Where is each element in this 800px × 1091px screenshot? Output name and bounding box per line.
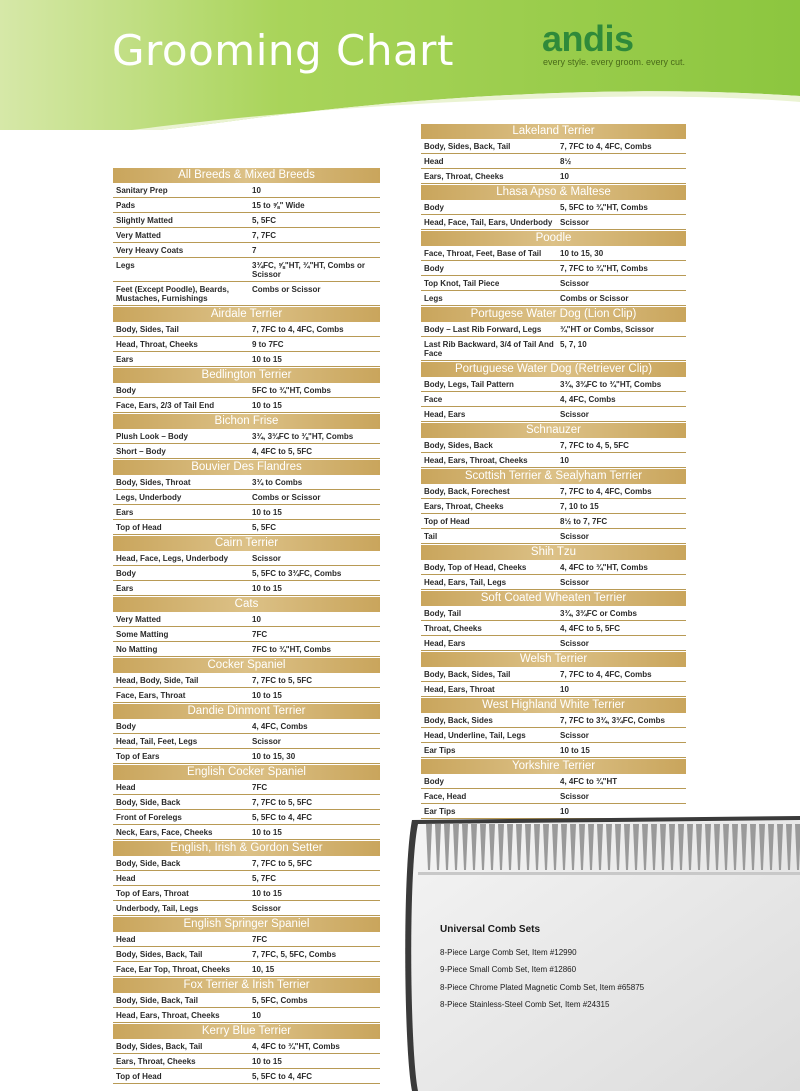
row-label: Face, Ears, Throat	[116, 691, 186, 700]
header-banner	[0, 0, 800, 130]
table-row	[421, 514, 686, 529]
row-value: 5, 5FC to 4, 4FC	[252, 813, 313, 822]
table-row	[113, 780, 380, 795]
row-value: 10	[560, 456, 569, 465]
table-row	[113, 673, 380, 688]
comb-set-item: 9-Piece Small Comb Set, Item #12860	[440, 965, 577, 974]
row-label: Top of Head	[116, 1072, 162, 1081]
row-label: Last Rib Backward, 3/4 of Tail And Face	[424, 340, 554, 358]
row-label: Face, Head	[424, 792, 467, 801]
row-label: Body	[424, 264, 444, 273]
row-label: Head	[424, 157, 444, 166]
comb-set-item: 8-Piece Chrome Plated Magnetic Comb Set, Item #65875	[440, 983, 645, 992]
table-row	[421, 774, 686, 789]
row-label: Body, Sides, Back, Tail	[116, 950, 203, 959]
table-row	[421, 291, 686, 306]
table-row	[421, 636, 686, 651]
row-value: 15 to ⅝" Wide	[252, 201, 305, 210]
row-value: 10	[560, 685, 569, 694]
breed-section-title: Yorkshire Terrier	[421, 759, 686, 774]
table-row	[113, 886, 380, 901]
row-value: 10 to 15	[252, 355, 282, 364]
row-value: 10 to 15	[252, 1057, 282, 1066]
row-label: Head, Body, Side, Tail	[116, 676, 199, 685]
table-row	[113, 856, 380, 871]
row-label: Body, Back, Sides, Tail	[424, 670, 511, 679]
brand-tagline: every style. every groom. every cut.	[543, 57, 686, 67]
breed-section-title: Fox Terrier & Irish Terrier	[113, 978, 380, 993]
table-row	[113, 932, 380, 947]
row-label: Head, Tail, Feet, Legs	[116, 737, 198, 746]
row-value: 4, 4FC to ¾"HT, Combs	[252, 1042, 340, 1051]
breed-section-title: Portugese Water Dog (Lion Clip)	[421, 307, 686, 322]
table-row	[421, 484, 686, 499]
table-row	[421, 246, 686, 261]
row-label: Top of Ears, Throat	[116, 889, 189, 898]
row-value: 4, 4FC, Combs	[252, 722, 308, 731]
row-value: 3¾ to Combs	[252, 478, 303, 487]
row-value: 7, 7FC to 4, 4FC, Combs	[560, 487, 652, 496]
row-value: Scissor	[560, 410, 589, 419]
left-column	[113, 167, 380, 1084]
row-label: Body, Tail	[424, 609, 462, 618]
table-row	[113, 719, 380, 734]
row-label: Head, Face, Tail, Ears, Underbody	[424, 218, 553, 227]
row-value: 7, 7FC to 5, 5FC	[252, 676, 313, 685]
row-value: 7FC	[252, 783, 268, 792]
row-value: 8½	[560, 157, 572, 166]
row-label: Very Matted	[116, 231, 161, 240]
table-row	[421, 560, 686, 575]
table-row	[421, 154, 686, 169]
row-value: 10 to 15	[252, 508, 282, 517]
row-label: Head, Underline, Tail, Legs	[424, 731, 526, 740]
row-value: 8½ to 7, 7FC	[560, 517, 608, 526]
row-label: Top of Ears	[116, 752, 160, 761]
row-value: 7, 7FC to 5, 5FC	[252, 798, 313, 807]
row-label: Short – Body	[116, 447, 166, 456]
table-row	[113, 322, 380, 337]
table-row	[113, 734, 380, 749]
row-value: 4, 4FC to ¾"HT	[560, 777, 618, 786]
row-value: 7, 7FC to 4, 4FC, Combs	[560, 142, 652, 151]
row-value: Scissor	[252, 904, 281, 913]
breed-section-title: West Highland White Terrier	[421, 698, 686, 713]
row-label: Legs	[424, 294, 443, 303]
row-value: Scissor	[560, 731, 589, 740]
row-label: Body, Sides, Tail	[116, 325, 179, 334]
row-value: 3¾, 3¾FC to ⅜"HT, Combs	[252, 432, 354, 441]
breed-section-title: All Breeds & Mixed Breeds	[113, 168, 380, 183]
table-row	[421, 575, 686, 590]
row-value: ¾"HT or Combs, Scissor	[560, 325, 655, 334]
row-value: 10 to 15	[252, 828, 282, 837]
table-row	[421, 438, 686, 453]
table-row	[113, 475, 380, 490]
breed-section-title: Poodle	[421, 231, 686, 246]
row-label: Face, Ears, 2/3 of Tail End	[116, 401, 215, 410]
row-value: 7FC	[252, 630, 268, 639]
breed-section-title: Lhasa Apso & Maltese	[421, 185, 686, 200]
table-row	[421, 215, 686, 230]
comb-sets-title: Universal Comb Sets	[440, 924, 541, 935]
row-label: Front of Forelegs	[116, 813, 182, 822]
table-row	[421, 667, 686, 682]
table-row	[421, 169, 686, 184]
breed-section-title: Dandie Dinmont Terrier	[113, 704, 380, 719]
row-value: 3¾FC, ⅝"HT, ¾"HT, Combs or Scissor	[252, 261, 365, 279]
row-value: 10	[252, 615, 261, 624]
breed-section-title: English, Irish & Gordon Setter	[113, 841, 380, 856]
row-value: 7	[252, 246, 257, 255]
row-value: 5, 5FC, Combs	[252, 996, 308, 1005]
row-value: 10 to 15	[252, 401, 282, 410]
breed-section-title: Kerry Blue Terrier	[113, 1024, 380, 1039]
table-row	[421, 606, 686, 621]
breed-section-title: English Springer Spaniel	[113, 917, 380, 932]
row-label: Body, Top of Head, Cheeks	[424, 563, 527, 572]
row-value: 5, 5FC	[252, 523, 277, 532]
row-label: No Matting	[116, 645, 158, 654]
row-label: Body	[116, 569, 136, 578]
row-label: Body	[424, 203, 444, 212]
row-value: 5, 5FC to 4, 4FC	[252, 1072, 313, 1081]
comb-set-item: 8-Piece Large Comb Set, Item #12990	[440, 948, 577, 957]
row-label: Head, Ears	[424, 410, 466, 419]
table-row	[113, 198, 380, 213]
row-label: Face	[424, 395, 443, 404]
row-value: 3¾, 3¾FC or Combs	[560, 609, 637, 618]
table-row	[113, 398, 380, 413]
breed-section-title: Cocker Spaniel	[113, 658, 380, 673]
row-value: 4, 4FC, Combs	[560, 395, 616, 404]
breed-section-title: Schnauzer	[421, 423, 686, 438]
row-label: Top Knot, Tail Piece	[424, 279, 500, 288]
row-label: Legs	[116, 261, 135, 270]
table-row	[421, 276, 686, 291]
breed-section-title: Shih Tzu	[421, 545, 686, 560]
row-label: Face, Ear Top, Throat, Cheeks	[116, 965, 231, 974]
row-label: Head, Throat, Cheeks	[116, 340, 198, 349]
row-label: Sanitary Prep	[116, 186, 168, 195]
row-label: Very Heavy Coats	[116, 246, 184, 255]
row-label: Ears	[116, 508, 134, 517]
row-label: Head	[116, 935, 136, 944]
row-value: Combs or Scissor	[252, 285, 321, 294]
row-label: Head, Ears	[424, 639, 466, 648]
row-value: 7, 7FC to 4, 5, 5FC	[560, 441, 629, 450]
table-row	[113, 749, 380, 764]
row-value: 7, 7FC, 5, 5FC, Combs	[252, 950, 337, 959]
row-label: Head	[116, 874, 136, 883]
table-row	[421, 200, 686, 215]
table-row	[113, 1008, 380, 1023]
row-value: 10	[252, 1011, 261, 1020]
breed-section-title: Bedlington Terrier	[113, 368, 380, 383]
table-row	[113, 282, 380, 306]
breed-section-title: Bouvier Des Flandres	[113, 460, 380, 475]
table-row	[421, 139, 686, 154]
breed-section-title: Lakeland Terrier	[421, 124, 686, 139]
table-row	[113, 183, 380, 198]
breed-section-title: Airdale Terrier	[113, 307, 380, 322]
row-value: Scissor	[560, 279, 589, 288]
row-label: Body, Legs, Tail Pattern	[424, 380, 514, 389]
table-row	[113, 581, 380, 596]
row-value: 7FC	[252, 935, 268, 944]
breed-section-title: Soft Coated Wheaten Terrier	[421, 591, 686, 606]
row-value: Scissor	[560, 639, 589, 648]
table-row	[113, 337, 380, 352]
table-row	[113, 795, 380, 810]
table-row	[421, 392, 686, 407]
table-row	[113, 566, 380, 581]
row-label: Plush Look – Body	[116, 432, 189, 441]
table-row	[421, 377, 686, 392]
table-row	[421, 728, 686, 743]
table-row	[113, 993, 380, 1008]
row-value: 7, 7FC to 5, 5FC	[252, 859, 313, 868]
row-label: Body, Side, Back, Tail	[116, 996, 198, 1005]
breed-section-title: Cairn Terrier	[113, 536, 380, 551]
row-label: Body, Back, Sides	[424, 716, 493, 725]
row-label: Head, Ears, Throat	[424, 685, 495, 694]
row-value: Scissor	[560, 792, 589, 801]
breed-section-title: Bichon Frise	[113, 414, 380, 429]
row-value: 10	[560, 172, 569, 181]
row-label: Body – Last Rib Forward, Legs	[424, 325, 542, 334]
row-label: Body	[116, 722, 136, 731]
table-row	[421, 322, 686, 337]
table-row	[113, 688, 380, 703]
row-value: 5, 5FC	[252, 216, 277, 225]
row-value: 10 to 15	[252, 584, 282, 593]
row-label: Some Matting	[116, 630, 169, 639]
table-row	[113, 825, 380, 840]
row-value: Scissor	[560, 532, 589, 541]
row-label: Underbody, Tail, Legs	[116, 904, 199, 913]
row-label: Body	[424, 777, 444, 786]
table-row	[421, 743, 686, 758]
row-label: Body, Side, Back	[116, 798, 181, 807]
row-label: Body	[116, 386, 136, 395]
table-row	[421, 621, 686, 636]
table-row	[421, 713, 686, 728]
row-label: Ears, Throat, Cheeks	[116, 1057, 196, 1066]
chart-title: Grooming Chart	[112, 26, 454, 75]
row-label: Slightly Matted	[116, 216, 173, 225]
row-label: Top of Head	[424, 517, 470, 526]
row-value: 10, 15	[252, 965, 275, 974]
table-row	[113, 490, 380, 505]
table-row	[421, 407, 686, 422]
row-value: 10 to 15	[560, 746, 590, 755]
row-value: 4, 4FC to ¾"HT, Combs	[560, 563, 648, 572]
table-row	[113, 444, 380, 459]
table-row	[113, 1054, 380, 1069]
row-label: Body, Side, Back	[116, 859, 181, 868]
table-row	[421, 682, 686, 697]
row-value: 4, 4FC to 5, 5FC	[252, 447, 313, 456]
row-label: Body, Sides, Back	[424, 441, 493, 450]
table-row	[421, 337, 686, 361]
row-value: 10 to 15, 30	[252, 752, 296, 761]
table-row	[421, 453, 686, 468]
table-row	[113, 627, 380, 642]
row-value: 5, 5FC to 3¾FC, Combs	[252, 569, 342, 578]
breed-section-title: Cats	[113, 597, 380, 612]
table-row	[113, 871, 380, 886]
row-label: Head, Face, Legs, Underbody	[116, 554, 229, 563]
row-label: Pads	[116, 201, 136, 210]
row-value: Scissor	[252, 554, 281, 563]
breed-section-title: Portuguese Water Dog (Retriever Clip)	[421, 362, 686, 377]
row-value: 7, 7FC to ¾"HT, Combs	[560, 264, 648, 273]
table-row	[113, 243, 380, 258]
table-row	[113, 1069, 380, 1084]
row-value: 7FC to ¾"HT, Combs	[252, 645, 331, 654]
breed-section-title: Welsh Terrier	[421, 652, 686, 667]
row-label: Feet (Except Poodle), Beards, Mustaches, Furnishings	[116, 285, 229, 303]
row-label: Throat, Cheeks	[424, 624, 482, 633]
row-value: 10 to 15, 30	[560, 249, 604, 258]
table-row	[113, 642, 380, 657]
table-row	[421, 789, 686, 804]
row-label: Legs, Underbody	[116, 493, 182, 502]
row-value: 3¾, 3¾FC to ¾"HT, Combs	[560, 380, 662, 389]
row-value: 10 to 15	[252, 889, 282, 898]
table-row	[113, 810, 380, 825]
row-value: 7, 7FC	[252, 231, 277, 240]
row-label: Neck, Ears, Face, Cheeks	[116, 828, 213, 837]
table-row	[113, 612, 380, 627]
row-label: Body, Back, Forechest	[424, 487, 510, 496]
table-row	[421, 499, 686, 514]
row-value: 7, 7FC to 4, 4FC, Combs	[560, 670, 652, 679]
row-value: 5, 7, 10	[560, 340, 587, 349]
right-column	[421, 123, 686, 819]
row-value: 7, 10 to 15	[560, 502, 599, 511]
table-row	[113, 429, 380, 444]
row-value: 10 to 15	[252, 691, 282, 700]
table-row	[113, 947, 380, 962]
table-row	[421, 529, 686, 544]
table-row	[113, 962, 380, 977]
row-value: Combs or Scissor	[560, 294, 629, 303]
breed-section-title: Scottish Terrier & Sealyham Terrier	[421, 469, 686, 484]
row-label: Ears	[116, 584, 134, 593]
row-label: Body, Sides, Throat	[116, 478, 191, 487]
row-value: 7, 7FC to 3¾, 3¾FC, Combs	[560, 716, 665, 725]
row-label: Body, Sides, Back, Tail	[116, 1042, 203, 1051]
row-label: Head	[116, 783, 136, 792]
row-label: Body, Sides, Back, Tail	[424, 142, 511, 151]
row-value: 4, 4FC to 5, 5FC	[560, 624, 621, 633]
table-row	[113, 258, 380, 282]
row-label: Head, Ears, Throat, Cheeks	[424, 456, 528, 465]
row-value: Scissor	[560, 578, 589, 587]
table-row	[113, 505, 380, 520]
row-value: Scissor	[560, 218, 589, 227]
table-row	[421, 261, 686, 276]
row-value: 10	[252, 186, 261, 195]
row-value: Combs or Scissor	[252, 493, 321, 502]
table-row	[113, 551, 380, 566]
row-value: 7, 7FC to 4, 4FC, Combs	[252, 325, 344, 334]
table-row	[113, 383, 380, 398]
table-row	[113, 901, 380, 916]
table-row	[113, 520, 380, 535]
breed-section-title: English Cocker Spaniel	[113, 765, 380, 780]
row-label: Tail	[424, 532, 438, 541]
table-row	[113, 213, 380, 228]
table-row	[113, 228, 380, 243]
row-value: 5, 5FC to ¾"HT, Combs	[560, 203, 648, 212]
row-label: Head, Ears, Throat, Cheeks	[116, 1011, 220, 1020]
row-value: 5FC to ¾"HT, Combs	[252, 386, 331, 395]
row-value: 9 to 7FC	[252, 340, 284, 349]
row-label: Ear Tips	[424, 807, 456, 816]
brand-logo: andis	[542, 18, 634, 59]
row-label: Face, Throat, Feet, Base of Tail	[424, 249, 542, 258]
table-row	[113, 1039, 380, 1054]
row-label: Ears, Throat, Cheeks	[424, 502, 504, 511]
table-row	[113, 352, 380, 367]
row-value: Scissor	[252, 737, 281, 746]
row-value: 10	[560, 807, 569, 816]
row-label: Ear Tips	[424, 746, 456, 755]
row-label: Ears	[116, 355, 134, 364]
row-label: Head, Ears, Tail, Legs	[424, 578, 507, 587]
row-label: Ears, Throat, Cheeks	[424, 172, 504, 181]
row-label: Very Matted	[116, 615, 161, 624]
row-label: Top of Head	[116, 523, 162, 532]
comb-set-item: 8-Piece Stainless-Steel Comb Set, Item #24315	[440, 1000, 610, 1009]
row-value: 5, 7FC	[252, 874, 277, 883]
